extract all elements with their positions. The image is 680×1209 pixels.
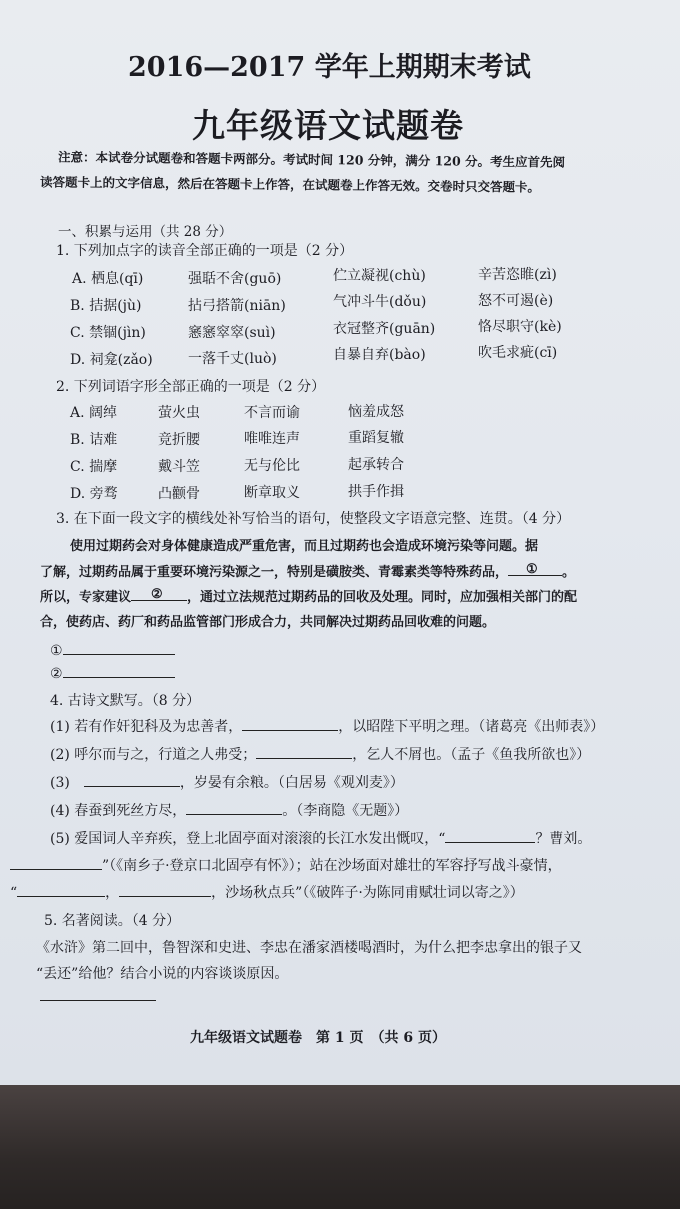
q4-line-1 [50,716,604,736]
answer-marker-1: ① [50,643,63,659]
q1-opt-a4: 辛苦恣睢(zì) [478,267,557,283]
q1-opt-d1: D. 祠龛(zǎo) [70,352,153,368]
q3-passage-line-3-end: ，通过立法规范过期药品的回收及处理。同时，应加强相关部门的配 [187,590,578,605]
q3-stem: 3. 在下面一段文字的横线处补写恰当的语句，使整段文字语意完整、连贯。（4 分） [56,511,571,527]
q4-blank-1[interactable] [242,716,338,731]
q4-blank-6[interactable] [10,855,102,870]
q4-line-2-text: (2) 呼尔而与之，行道之人弗受； [50,747,257,763]
q1-opt-c4: 恪尽职守(kè) [478,319,562,335]
q4-line-2 [50,744,590,764]
q1-stem: 1. 下列加点字的读音全部正确的一项是（2 分） [56,243,354,259]
q2-opt-a4: 恼羞成怒 [348,404,404,420]
q3-passage-line-3-text: 所以，专家建议 [40,590,132,605]
q3-inline-blank-2 [131,587,187,601]
q4-stem: 4. 古诗文默写。（8 分） [50,693,201,709]
q1-opt-b3: 气冲斗牛(dǒu) [333,294,427,310]
background-surface [0,1085,680,1209]
q4-line-1-source: ，以昭陛下平明之理。（诸葛亮《出师表》） [338,719,605,735]
q1-opt-d3: 自暴自弃(bào) [333,347,426,363]
q1-opt-b2: 拈弓搭箭(niān) [188,298,286,314]
paper-title: 九年级语文试题卷 [192,106,464,145]
q1-opt-b1: B. 拮据(jù) [70,298,142,314]
q2-opt-b1: B. 诘难 [70,432,118,448]
q2-opt-c4: 起承转合 [348,457,404,473]
q1-opt-a2: 强聒不舍(guō) [188,271,282,287]
q4-line-4-text: (4) 春蚕到死丝方尽， [50,803,187,819]
q1-opt-c3: 衣冠整齐(guān) [333,321,436,337]
q4-line-2-source: ，乞人不屑也。（孟子《鱼我所欲也》） [352,747,591,763]
q4-line-6-text: ”（《南乡子·登京口北固亭有怀》）；站在沙场面对雄壮的军容抒写战斗豪情， [102,858,562,874]
q4-blank-3[interactable] [84,772,180,787]
q4-line-5 [50,828,591,848]
q5-question-line-1: 《水浒》第二回中，鲁智深和史进、李忠在潘家酒楼喝酒时，为什么把李忠拿出的银子又 [36,940,582,956]
q2-opt-b4: 重蹈复辙 [348,430,404,446]
q4-line-1-text: (1) 若有作奸犯科及为忠善者， [50,719,243,735]
q1-opt-b4: 怒不可遏(è) [478,293,554,309]
section-title: 一、积累与运用（共 28 分） [58,224,233,240]
q2-opt-c2: 戴斗笠 [158,459,200,475]
q1-opt-c2: 窸窸窣窣(suì) [188,325,276,341]
page-footer: 九年级语文试题卷 第 1 页 （共 6 页） [190,1030,446,1046]
q2-opt-c3: 无与伦比 [244,458,300,474]
answer-marker-2: ② [50,666,63,682]
q2-opt-b2: 竞折腰 [158,432,200,448]
instructions-line-1: 注意：本试卷分试题卷和答题卡两部分。考试时间 120 分钟，满分 120 分。考生应首先阅 [57,149,566,170]
q4-line-7-quote: “ [10,885,18,901]
q2-opt-d1: D. 旁骛 [70,486,118,502]
q3-passage-line-2 [40,561,575,580]
q3-passage-line-1: 使用过期药会对身体健康造成严重危害，而且过期药也会造成环境污染等问题。据 [70,539,539,554]
blank-marker-2: ② [151,587,163,602]
answer-blank-1[interactable] [63,640,175,655]
answer-blank-2[interactable] [63,663,175,678]
q2-opt-d3: 断章取义 [244,485,300,501]
q4-line-3 [50,772,404,792]
q5-answer-blank[interactable] [40,1000,156,1001]
q4-blank-4[interactable] [186,800,282,815]
q1-opt-d4: 吹毛求疵(cī) [478,345,558,361]
q4-line-4-source: 。（李商隐《无题》） [282,803,409,819]
q4-line-7 [10,882,524,902]
q4-line-5-end: ？曹刘。 [535,831,592,847]
q2-stem: 2. 下列词语字形全部正确的一项是（2 分） [56,379,326,395]
q4-blank-2[interactable] [256,744,352,759]
q4-line-7-comma: ， [105,885,120,901]
q3-passage-line-2-text: 了解，过期药品属于重要环境污染源之一，特别是磺胺类、青霉素类等特殊药品， [40,565,509,580]
q3-passage-line-2-end: 。 [562,565,576,580]
q2-opt-d2: 凸颧骨 [158,486,200,502]
q1-opt-c1: C. 禁锢(jìn) [70,325,146,341]
q1-opt-a1: A. 栖息(qī) [72,271,144,287]
q2-opt-a3: 不言而谕 [244,405,300,421]
q2-opt-a2: 萤火虫 [158,405,200,421]
q3-passage-line-4: 合，使药店、药厂和药品监管部门形成合力，共同解决过期药品回收难的问题。 [40,615,496,630]
exam-title: 2016—2017 学年上期期末考试 [128,52,531,83]
q4-line-6 [10,855,562,875]
q4-line-5-text: (5) 爱国词人辛弃疾，登上北固亭面对滚滚的长江水发出慨叹，“ [50,831,446,847]
q4-line-3-source: ，岁晏有余粮。（白居易《观刈麦》） [179,775,404,791]
q5-stem: 5. 名著阅读。（4 分） [44,913,181,929]
q5-question-line-2: “丢还”给他？结合小说的内容谈谈原因。 [36,966,289,982]
q1-opt-a3: 伫立凝视(chù) [333,268,426,284]
q3-passage-line-3 [40,586,577,605]
q4-blank-5[interactable] [445,828,535,843]
q2-opt-b3: 唯唯连声 [244,431,300,447]
q3-answer-2 [50,663,175,682]
q4-line-4 [50,800,408,820]
q2-opt-a1: A. 阔绰 [70,405,118,421]
q4-line-3-text: (3) [50,775,70,791]
instructions-line-2: 读答题卡上的文字信息，然后在答题卡上作答，在试题卷上作答无效。交卷时只交答题卡。 [39,174,541,195]
q3-answer-1 [50,640,175,659]
q4-line-7-source: ，沙场秋点兵”（《破阵子·为陈同甫赋壮词以寄之》） [211,885,524,901]
q4-blank-7[interactable] [17,882,105,897]
q4-blank-8[interactable] [119,882,211,897]
q3-inline-blank-1 [508,562,562,576]
blank-marker-1: ① [526,562,538,577]
q2-opt-c1: C. 揣摩 [70,459,118,475]
q2-opt-d4: 拱手作揖 [348,484,404,500]
q1-opt-d2: 一落千丈(luò) [188,351,277,367]
